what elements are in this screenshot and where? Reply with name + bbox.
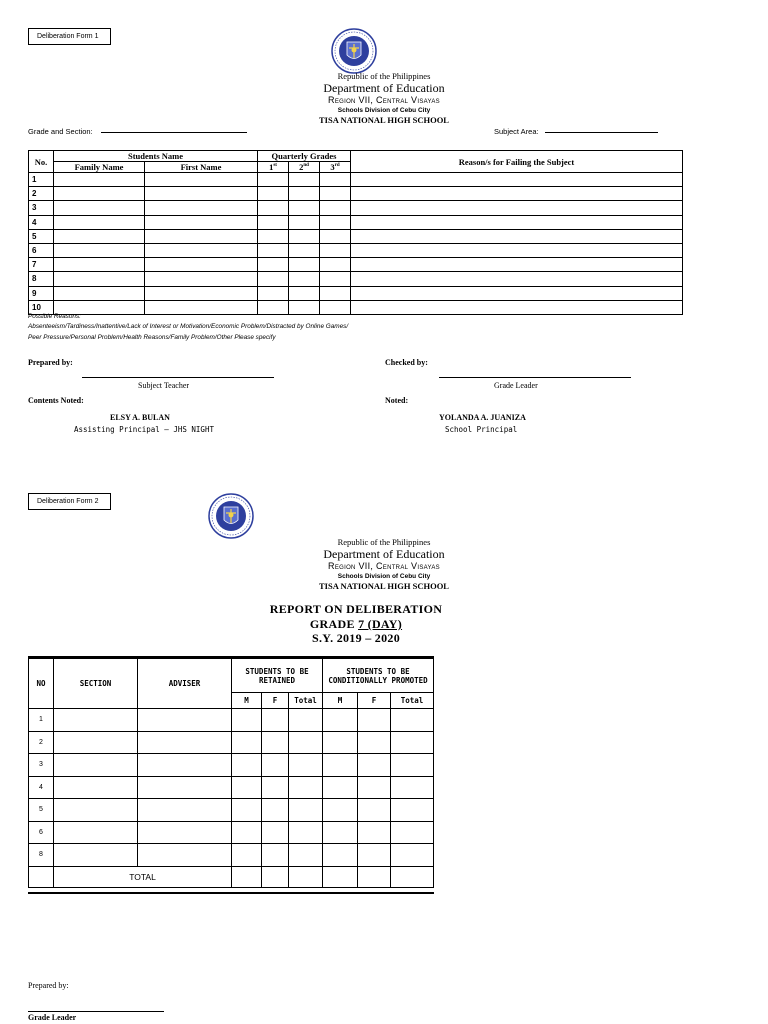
- table-row: [29, 776, 434, 799]
- table-row: [29, 300, 683, 314]
- entry-cell[interactable]: [145, 243, 258, 257]
- entry-cell[interactable]: [145, 272, 258, 286]
- entry-cell[interactable]: [351, 215, 683, 229]
- col-retained: STUDENTS TO BE RETAINED: [232, 659, 323, 693]
- entry-cell[interactable]: [289, 258, 320, 272]
- entry-cell[interactable]: [262, 709, 289, 732]
- col-promoted-f: F: [358, 693, 391, 709]
- grade-section-label: Grade and Section:: [28, 127, 93, 136]
- entry-cell[interactable]: [391, 731, 434, 754]
- table-row: [29, 709, 434, 732]
- entry-cell[interactable]: [54, 799, 138, 822]
- entry-cell[interactable]: [323, 731, 358, 754]
- row-number: 5: [29, 799, 54, 822]
- entry-cell[interactable]: [320, 300, 351, 314]
- header-division: Schools Division of Cebu City: [337, 573, 431, 580]
- col-q1: 1st: [258, 162, 289, 173]
- checked-by-label: Checked by:: [385, 358, 428, 367]
- table-row: [29, 754, 434, 777]
- entry-cell[interactable]: [258, 243, 289, 257]
- entry-cell[interactable]: [54, 215, 145, 229]
- col-promoted-m: M: [323, 693, 358, 709]
- col-no: No.: [29, 151, 54, 173]
- grade-leader-signature-line-2[interactable]: [28, 1011, 164, 1012]
- entry-cell[interactable]: [351, 201, 683, 215]
- table-row: [29, 215, 683, 229]
- header-region: Region VII, Central Visayas: [328, 561, 440, 571]
- col-section: SECTION: [54, 659, 138, 709]
- entry-cell[interactable]: [54, 173, 145, 187]
- grade-leader-label: Grade Leader: [494, 381, 538, 390]
- total-row-blank: [29, 866, 54, 887]
- col-first-name: First Name: [145, 162, 258, 173]
- entry-cell[interactable]: [289, 229, 320, 243]
- entry-cell[interactable]: [54, 754, 138, 777]
- row-number: 3: [29, 754, 54, 777]
- subject-area-field[interactable]: [545, 132, 658, 133]
- entry-cell[interactable]: [145, 173, 258, 187]
- entry-cell[interactable]: [320, 187, 351, 201]
- entry-cell[interactable]: [262, 776, 289, 799]
- entry-cell[interactable]: [258, 201, 289, 215]
- entry-cell[interactable]: [145, 187, 258, 201]
- entry-cell[interactable]: [358, 731, 391, 754]
- prepared-by-label: Prepared by:: [28, 358, 73, 367]
- header-department: Department of Education: [323, 547, 445, 561]
- entry-cell[interactable]: [232, 776, 262, 799]
- form2-label-box: [28, 493, 111, 510]
- possible-reasons-label: Possible Reasons:: [28, 313, 81, 320]
- entry-cell[interactable]: [391, 754, 434, 777]
- noted-label: Noted:: [385, 396, 409, 405]
- entry-cell[interactable]: [138, 799, 232, 822]
- entry-cell[interactable]: [289, 173, 320, 187]
- subject-area-label: Subject Area:: [494, 127, 539, 136]
- entry-cell[interactable]: [323, 776, 358, 799]
- entry-cell[interactable]: [358, 821, 391, 844]
- col-retained-f: F: [262, 693, 289, 709]
- entry-cell[interactable]: [258, 229, 289, 243]
- assistant-principal-name: ELSY A. BULAN: [110, 413, 170, 422]
- entry-cell[interactable]: [358, 754, 391, 777]
- grade-value: 7 (DAY): [358, 617, 403, 631]
- entry-cell[interactable]: [323, 821, 358, 844]
- total-cell[interactable]: [358, 866, 391, 887]
- entry-cell[interactable]: [54, 201, 145, 215]
- entry-cell[interactable]: [258, 215, 289, 229]
- deped-seal-icon: [208, 493, 254, 539]
- row-number: 10: [29, 300, 54, 314]
- form1-label-box: [28, 28, 111, 45]
- row-number: 1: [29, 173, 54, 187]
- col-adviser: ADVISER: [138, 659, 232, 709]
- entry-cell[interactable]: [54, 258, 145, 272]
- entry-cell[interactable]: [262, 731, 289, 754]
- col-promoted-total: Total: [391, 693, 434, 709]
- entry-cell[interactable]: [54, 821, 138, 844]
- table-row: [29, 173, 683, 187]
- col-retained-total: Total: [289, 693, 323, 709]
- entry-cell[interactable]: [320, 229, 351, 243]
- subject-teacher-signature-line[interactable]: [82, 377, 274, 378]
- header-region: Region VII, Central Visayas: [328, 95, 440, 105]
- col-promoted: STUDENTS TO BE CONDITIONALLY PROMOTED: [323, 659, 434, 693]
- entry-cell[interactable]: [351, 173, 683, 187]
- entry-cell[interactable]: [258, 258, 289, 272]
- header-division: Schools Division of Cebu City: [337, 107, 431, 114]
- entry-cell[interactable]: [323, 754, 358, 777]
- entry-cell[interactable]: [258, 300, 289, 314]
- entry-cell[interactable]: [54, 229, 145, 243]
- total-cell[interactable]: [391, 866, 434, 887]
- header-republic: Republic of the Philippines: [337, 537, 431, 547]
- entry-cell[interactable]: [320, 215, 351, 229]
- row-number: 6: [29, 243, 54, 257]
- entry-cell[interactable]: [258, 187, 289, 201]
- entry-cell[interactable]: [320, 258, 351, 272]
- entry-cell[interactable]: [145, 258, 258, 272]
- entry-cell[interactable]: [54, 243, 145, 257]
- entry-cell[interactable]: [351, 300, 683, 314]
- col-family-name: Family Name: [54, 162, 145, 173]
- table-bottom-border: [28, 892, 434, 894]
- table-row: [29, 821, 434, 844]
- entry-cell[interactable]: [262, 844, 289, 867]
- entry-cell[interactable]: [323, 799, 358, 822]
- table-row: [29, 187, 683, 201]
- entry-cell[interactable]: [289, 799, 323, 822]
- entry-cell[interactable]: [323, 709, 358, 732]
- grade-leader-signature-line[interactable]: [439, 377, 631, 378]
- row-number: 9: [29, 286, 54, 300]
- entry-cell[interactable]: [54, 286, 145, 300]
- table-row: [29, 799, 434, 822]
- entry-cell[interactable]: [289, 215, 320, 229]
- entry-cell[interactable]: [289, 709, 323, 732]
- entry-cell[interactable]: [351, 187, 683, 201]
- entry-cell[interactable]: [54, 272, 145, 286]
- entry-cell[interactable]: [145, 229, 258, 243]
- deped-seal-icon: [331, 28, 377, 74]
- entry-cell[interactable]: [358, 844, 391, 867]
- entry-cell[interactable]: [391, 844, 434, 867]
- header-republic: Republic of the Philippines: [337, 71, 431, 81]
- row-number: 4: [29, 776, 54, 799]
- entry-cell[interactable]: [232, 731, 262, 754]
- assistant-principal-title: Assisting Principal – JHS NIGHT: [74, 425, 214, 434]
- entry-cell[interactable]: [323, 844, 358, 867]
- entry-cell[interactable]: [289, 286, 320, 300]
- entry-cell[interactable]: [145, 201, 258, 215]
- entry-cell[interactable]: [320, 201, 351, 215]
- entry-cell[interactable]: [138, 754, 232, 777]
- entry-cell[interactable]: [351, 229, 683, 243]
- total-label: TOTAL: [54, 866, 232, 887]
- entry-cell[interactable]: [232, 844, 262, 867]
- grade-prefix: GRADE: [309, 617, 359, 631]
- subject-teacher-label: Subject Teacher: [138, 381, 190, 390]
- entry-cell[interactable]: [232, 821, 262, 844]
- col-reason: Reason/s for Failing the Subject: [351, 151, 683, 173]
- row-number: 8: [29, 272, 54, 286]
- col-students-name: Students Name: [54, 151, 258, 162]
- header-school: TISA NATIONAL HIGH SCHOOL: [319, 115, 449, 125]
- entry-cell[interactable]: [289, 243, 320, 257]
- entry-cell[interactable]: [145, 300, 258, 314]
- grade-line: [180, 617, 532, 632]
- entry-cell[interactable]: [289, 731, 323, 754]
- entry-cell[interactable]: [232, 754, 262, 777]
- entry-cell[interactable]: [320, 243, 351, 257]
- row-number: 1: [29, 709, 54, 732]
- deliberation-report-table: [28, 658, 434, 888]
- table-row: [29, 844, 434, 867]
- table-row: [29, 243, 683, 257]
- total-cell[interactable]: [232, 866, 262, 887]
- entry-cell[interactable]: [289, 187, 320, 201]
- entry-cell[interactable]: [54, 731, 138, 754]
- table-row: [29, 272, 683, 286]
- entry-cell[interactable]: [54, 776, 138, 799]
- entry-cell[interactable]: [138, 709, 232, 732]
- col-q3: 3rd: [320, 162, 351, 173]
- entry-cell[interactable]: [258, 272, 289, 286]
- entry-cell[interactable]: [351, 243, 683, 257]
- reasons-line-2: Peer Pressure/Personal Problem/Health Reasons/Family Problem/Other Please specify: [28, 334, 276, 341]
- entry-cell[interactable]: [289, 272, 320, 286]
- entry-cell[interactable]: [351, 272, 683, 286]
- entry-cell[interactable]: [320, 272, 351, 286]
- entry-cell[interactable]: [258, 286, 289, 300]
- entry-cell[interactable]: [262, 799, 289, 822]
- entry-cell[interactable]: [262, 754, 289, 777]
- entry-cell[interactable]: [145, 286, 258, 300]
- entry-cell[interactable]: [289, 754, 323, 777]
- table-row: [29, 201, 683, 215]
- entry-cell[interactable]: [351, 286, 683, 300]
- form1-label: Deliberation Form 1: [37, 33, 99, 40]
- principal-name: YOLANDA A. JUANIZA: [439, 413, 526, 422]
- entry-cell[interactable]: [351, 258, 683, 272]
- col-retained-m: M: [232, 693, 262, 709]
- table-row: [29, 258, 683, 272]
- entry-cell[interactable]: [320, 286, 351, 300]
- entry-cell[interactable]: [138, 844, 232, 867]
- row-number: 3: [29, 201, 54, 215]
- entry-cell[interactable]: [289, 844, 323, 867]
- contents-noted-label: Contents Noted:: [28, 396, 84, 405]
- entry-cell[interactable]: [289, 821, 323, 844]
- entry-cell[interactable]: [289, 300, 320, 314]
- entry-cell[interactable]: [289, 776, 323, 799]
- entry-cell[interactable]: [232, 709, 262, 732]
- school-year: S.Y. 2019 – 2020: [311, 631, 401, 645]
- row-number: 5: [29, 229, 54, 243]
- principal-title: School Principal: [445, 425, 518, 434]
- total-cell[interactable]: [262, 866, 289, 887]
- entry-cell[interactable]: [358, 709, 391, 732]
- entry-cell[interactable]: [358, 776, 391, 799]
- entry-cell[interactable]: [391, 821, 434, 844]
- entry-cell[interactable]: [320, 173, 351, 187]
- row-number: 8: [29, 844, 54, 867]
- table-row: [29, 286, 683, 300]
- entry-cell[interactable]: [145, 215, 258, 229]
- header-school: TISA NATIONAL HIGH SCHOOL: [319, 581, 449, 591]
- entry-cell[interactable]: [138, 821, 232, 844]
- report-title: REPORT ON DELIBERATION: [269, 602, 443, 616]
- table-row: [29, 731, 434, 754]
- entry-cell[interactable]: [262, 821, 289, 844]
- prepared-by-label-2: Prepared by:: [28, 981, 69, 990]
- entry-cell[interactable]: [391, 709, 434, 732]
- entry-cell[interactable]: [138, 776, 232, 799]
- table-row: [29, 229, 683, 243]
- reasons-line-1: Absenteeism/Tardiness/Inattentive/Lack of Interest or Motivation/Economic Problem/Distracted by Online Games/: [28, 323, 349, 330]
- entry-cell[interactable]: [54, 709, 138, 732]
- col-q2: 2nd: [289, 162, 320, 173]
- total-cell[interactable]: [289, 866, 323, 887]
- col-quarterly-grades: Quarterly Grades: [258, 151, 351, 162]
- col-no: NO: [29, 659, 54, 709]
- grade-section-field[interactable]: [101, 132, 247, 133]
- entry-cell[interactable]: [391, 776, 434, 799]
- row-number: 6: [29, 821, 54, 844]
- header-department: Department of Education: [323, 81, 445, 95]
- form2-label: Deliberation Form 2: [37, 498, 99, 505]
- grade-leader-label-2: Grade Leader: [28, 1013, 77, 1022]
- entry-cell[interactable]: [358, 799, 391, 822]
- entry-cell[interactable]: [54, 844, 138, 867]
- row-number: 7: [29, 258, 54, 272]
- row-number: 4: [29, 215, 54, 229]
- entry-cell[interactable]: [54, 187, 145, 201]
- row-number: 2: [29, 731, 54, 754]
- entry-cell[interactable]: [289, 201, 320, 215]
- entry-cell[interactable]: [391, 799, 434, 822]
- total-cell[interactable]: [323, 866, 358, 887]
- entry-cell[interactable]: [258, 173, 289, 187]
- failing-students-table: [28, 150, 683, 315]
- entry-cell[interactable]: [138, 731, 232, 754]
- row-number: 2: [29, 187, 54, 201]
- entry-cell[interactable]: [232, 799, 262, 822]
